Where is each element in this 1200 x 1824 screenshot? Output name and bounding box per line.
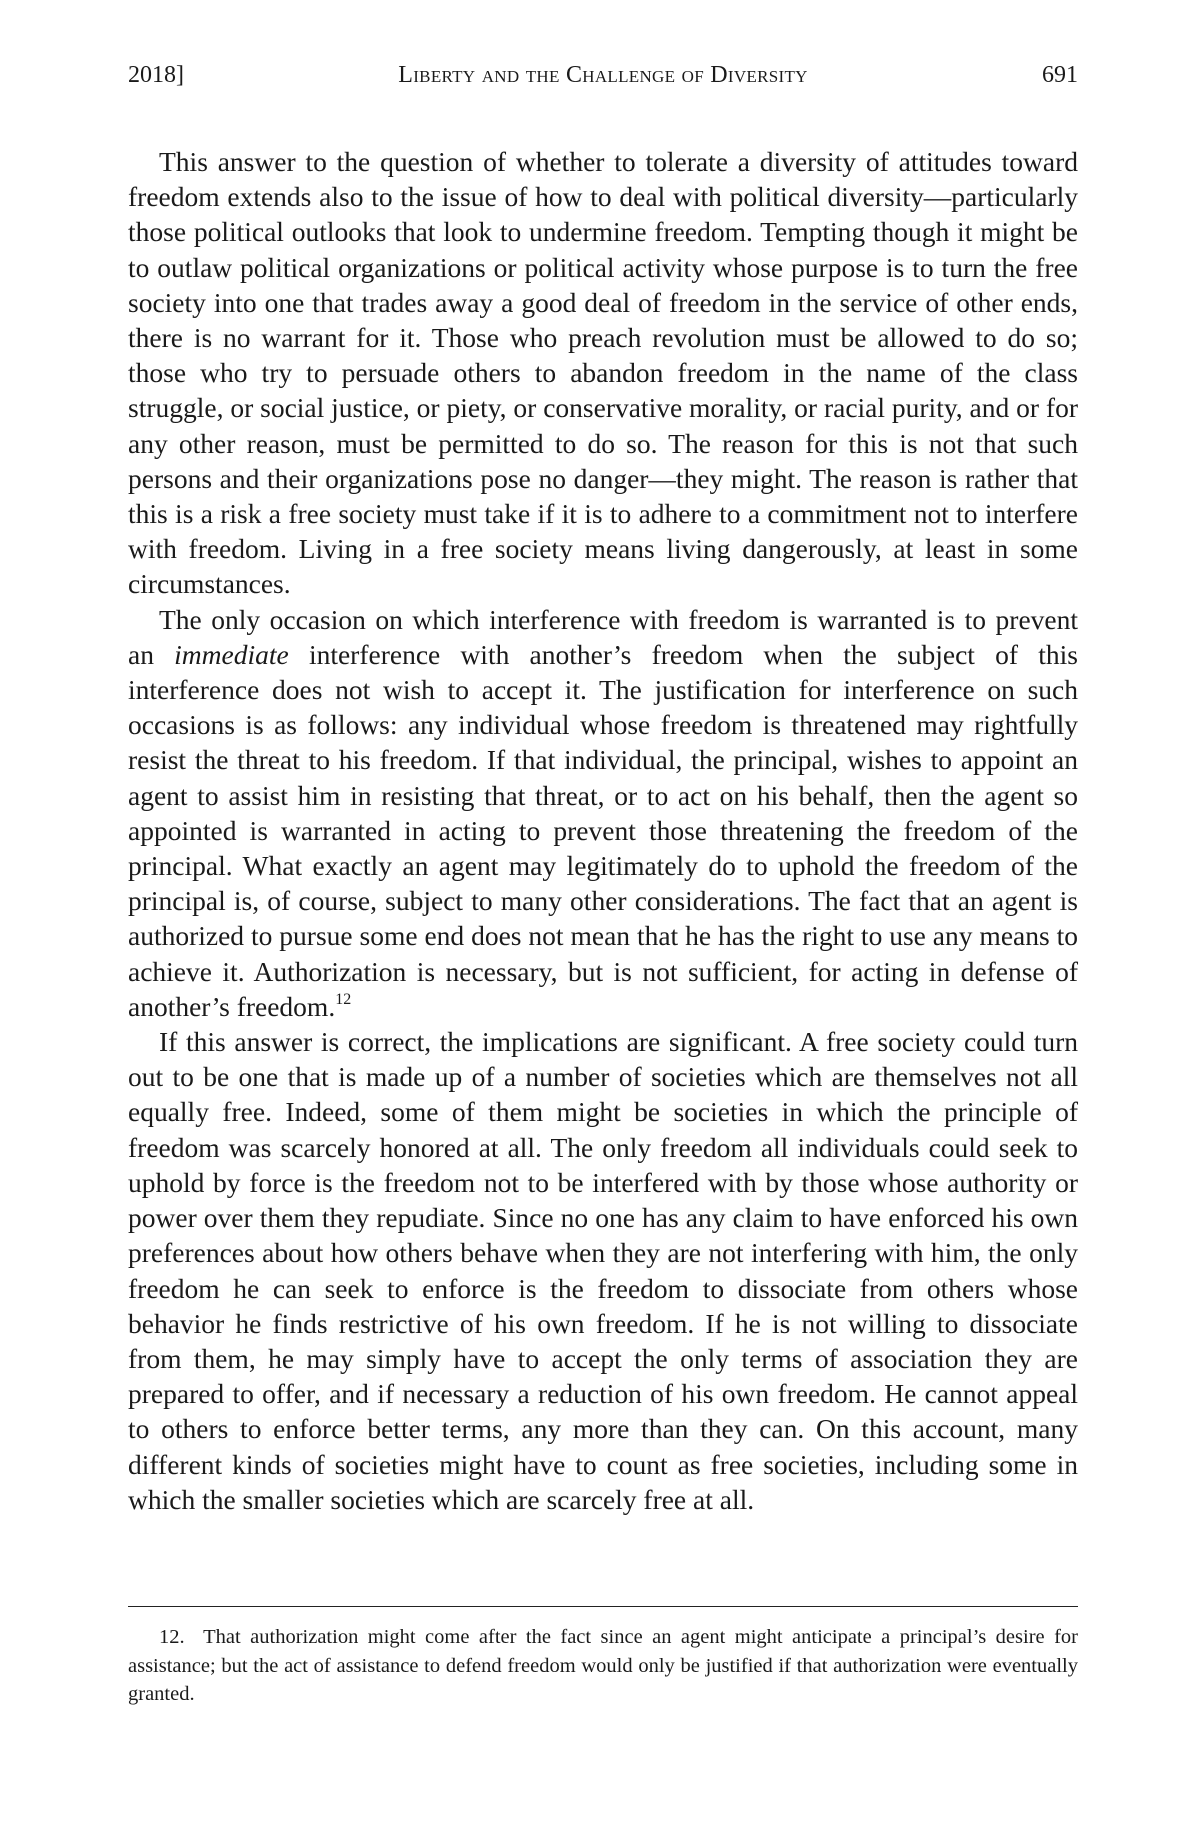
running-head <box>128 58 1078 92</box>
footnote-number: 12. <box>159 1626 185 1648</box>
footnote-divider <box>128 1606 1078 1607</box>
footnote-reference[interactable]: 12 <box>335 990 352 1008</box>
footnote-text: That authorization might come after the fact since an agent might anticipate a principal’s desire for assistance; but the act of assistance to defend freedom would only be justified if that authorization were eventually granted. <box>128 1626 1078 1705</box>
volume-year: 2018] <box>128 62 184 88</box>
emphasis-immediate: immediate <box>174 638 289 670</box>
paragraph-2-text-start: The only occasion on which interference with freedom is warranted is to prevent an <box>128 603 1078 670</box>
body-text <box>128 144 1078 1517</box>
paragraph-3: If this answer is correct, the implications are significant. A free society could turn out to be one that is made up of a number of societies which are themselves not all equally free. Indeed, some of them might be societies in which the principle of freedom was scarcely honored at all. The only freedom all individuals could seek to uphold by force is the freedom not to be interfered with by those whose authority or power over them they repudiate. Since no one has any claim to have enforced his own preferences about how others behave when they are not interfering with him, the only freedom he can seek to enforce is the freedom to dissociate from others whose behavior he finds restrictive of his own freedom. If he is not willing to dissociate from them, he may simply have to accept the only terms of association they are prepared to offer, and if necessary a reduction of his own freedom. He cannot appeal to others to enforce better terms, any more than they can. On this account, many different kinds of societies might have to count as free societies, including some in which the smaller societies which are scarcely free at all. <box>128 1026 1078 1515</box>
page-number: 691 <box>1042 62 1078 88</box>
paragraph-2-text-end: interference with another’s freedom when the subject of this interference does not wish to accept it. The justification for interference on such occasions is as follows: any individual whose freedom is threatened may rightfully resist the threat to his freedom. If that individual, the principal, wishes to appoint an agent to assist him in resisting that threat, or to act on his behalf, then the agent so appointed is warranted in acting to prevent those threatening the freedom of the principal. What exactly an agent may legitimately do to uphold the freedom of the principal is, of course, subject to many other considerations. The fact that an agent is authorized to pursue some end does not mean that he has the right to use any means to achieve it. Authorization is necessary, but is not sufficient, for acting in defense of another’s freedom. <box>128 638 1078 1022</box>
paragraph-1: This answer to the question of whether to tolerate a diversity of attitudes toward freedom extends also to the issue of how to deal with political diversity—particularly those political outlooks that look to undermine freedom. Tempting though it might be to outlaw political organizations or political activity whose purpose is to turn the free society into one that trades away a good deal of freedom in the service of other ends, there is no warrant for it. Those who preach revolution must be allowed to do so; those who try to persuade others to abandon freedom in the name of the class struggle, or social justice, or piety, or conservative morality, or racial purity, and or for any other reason, must be permitted to do so. The reason for this is not that such persons and their organizations pose no danger—they might. The reason is rather that this is a risk a free society must take if it is to adhere to a commitment not to interfere with freedom. Living in a free society means living dangerously, at least in some circumstances. <box>128 146 1078 600</box>
footnote-12 <box>128 1623 1078 1709</box>
article-title: Liberty and the Challenge of Diversity <box>398 62 808 88</box>
paragraph-2 <box>128 602 1078 1024</box>
